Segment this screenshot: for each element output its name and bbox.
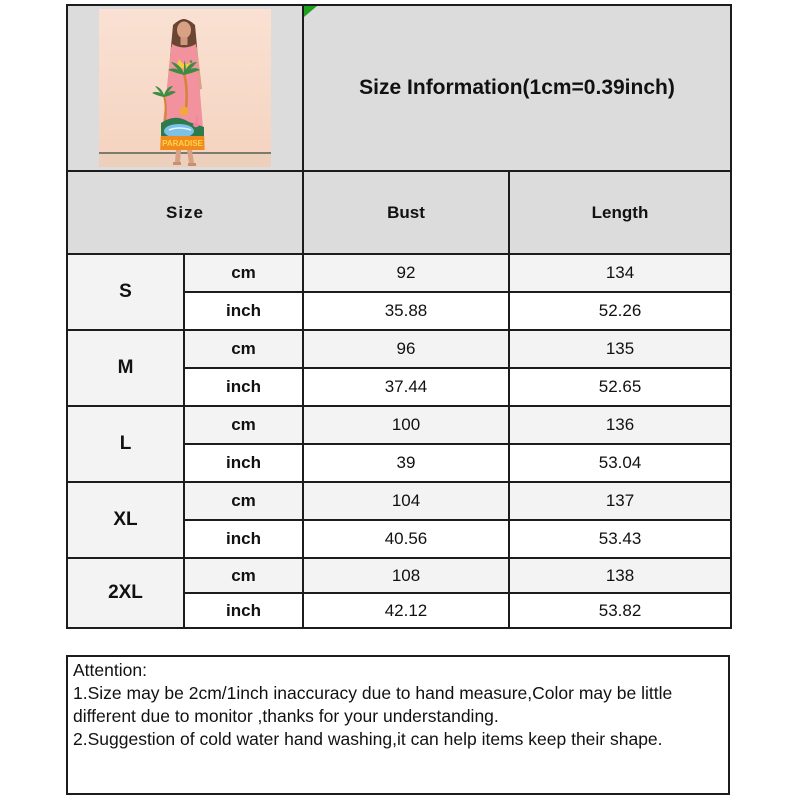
unit-cm-label: cm <box>184 558 303 593</box>
bust-cm-value: 108 <box>303 558 509 593</box>
bust-column-header: Bust <box>303 171 509 254</box>
length-column-header: Length <box>509 171 731 254</box>
table-row <box>67 558 731 593</box>
length-cm-value: 138 <box>509 558 731 593</box>
size-label-xl: XL <box>67 482 184 558</box>
attention-heading: Attention: <box>73 660 147 680</box>
size-information-title-cell <box>303 5 731 171</box>
length-inch-value: 53.43 <box>509 520 731 558</box>
bust-inch-value: 35.88 <box>303 292 509 330</box>
attention-note <box>66 655 730 795</box>
size-table <box>66 4 732 629</box>
length-cm-value: 136 <box>509 406 731 444</box>
table-row <box>67 254 731 292</box>
attention-item-1: 1.Size may be 2cm/1inch inaccuracy due to hand measure,Color may be little different due to monitor ,thanks for your understanding. <box>73 683 673 727</box>
product-image-cell <box>67 5 303 171</box>
bust-cm-value: 104 <box>303 482 509 520</box>
table-row <box>67 330 731 368</box>
unit-inch-label: inch <box>184 444 303 482</box>
dress-hem-text: PARADISE <box>162 139 203 148</box>
unit-cm-label: cm <box>184 406 303 444</box>
length-cm-value: 137 <box>509 482 731 520</box>
bust-inch-value: 40.56 <box>303 520 509 558</box>
product-photo <box>68 6 302 170</box>
unit-cm-label: cm <box>184 254 303 292</box>
length-inch-value: 52.26 <box>509 292 731 330</box>
length-inch-value: 53.82 <box>509 593 731 628</box>
table-row <box>67 482 731 520</box>
model-face <box>177 22 191 39</box>
product-photo-illustration <box>99 9 271 167</box>
unit-cm-label: cm <box>184 482 303 520</box>
bust-cm-value: 100 <box>303 406 509 444</box>
length-inch-value: 52.65 <box>509 368 731 406</box>
size-label-l: L <box>67 406 184 482</box>
length-cm-value: 134 <box>509 254 731 292</box>
bust-cm-value: 96 <box>303 330 509 368</box>
column-header-row <box>67 171 731 254</box>
length-inch-value: 53.04 <box>509 444 731 482</box>
unit-inch-label: inch <box>184 292 303 330</box>
size-information-title: Size Information(1cm=0.39inch) <box>359 76 675 99</box>
size-label-m: M <box>67 330 184 406</box>
size-column-header: Size <box>67 171 303 254</box>
bust-inch-value: 37.44 <box>303 368 509 406</box>
bust-inch-value: 42.12 <box>303 593 509 628</box>
bust-cm-value: 92 <box>303 254 509 292</box>
unit-inch-label: inch <box>184 368 303 406</box>
bust-inch-value: 39 <box>303 444 509 482</box>
top-row <box>67 5 731 171</box>
size-label-2xl: 2XL <box>67 558 184 628</box>
length-cm-value: 135 <box>509 330 731 368</box>
size-label-s: S <box>67 254 184 330</box>
green-corner-marker <box>304 6 317 17</box>
unit-inch-label: inch <box>184 520 303 558</box>
attention-item-2: 2.Suggestion of cold water hand washing,it can help items keep their shape. <box>73 729 663 750</box>
table-row <box>67 406 731 444</box>
unit-cm-label: cm <box>184 330 303 368</box>
unit-inch-label: inch <box>184 593 303 628</box>
